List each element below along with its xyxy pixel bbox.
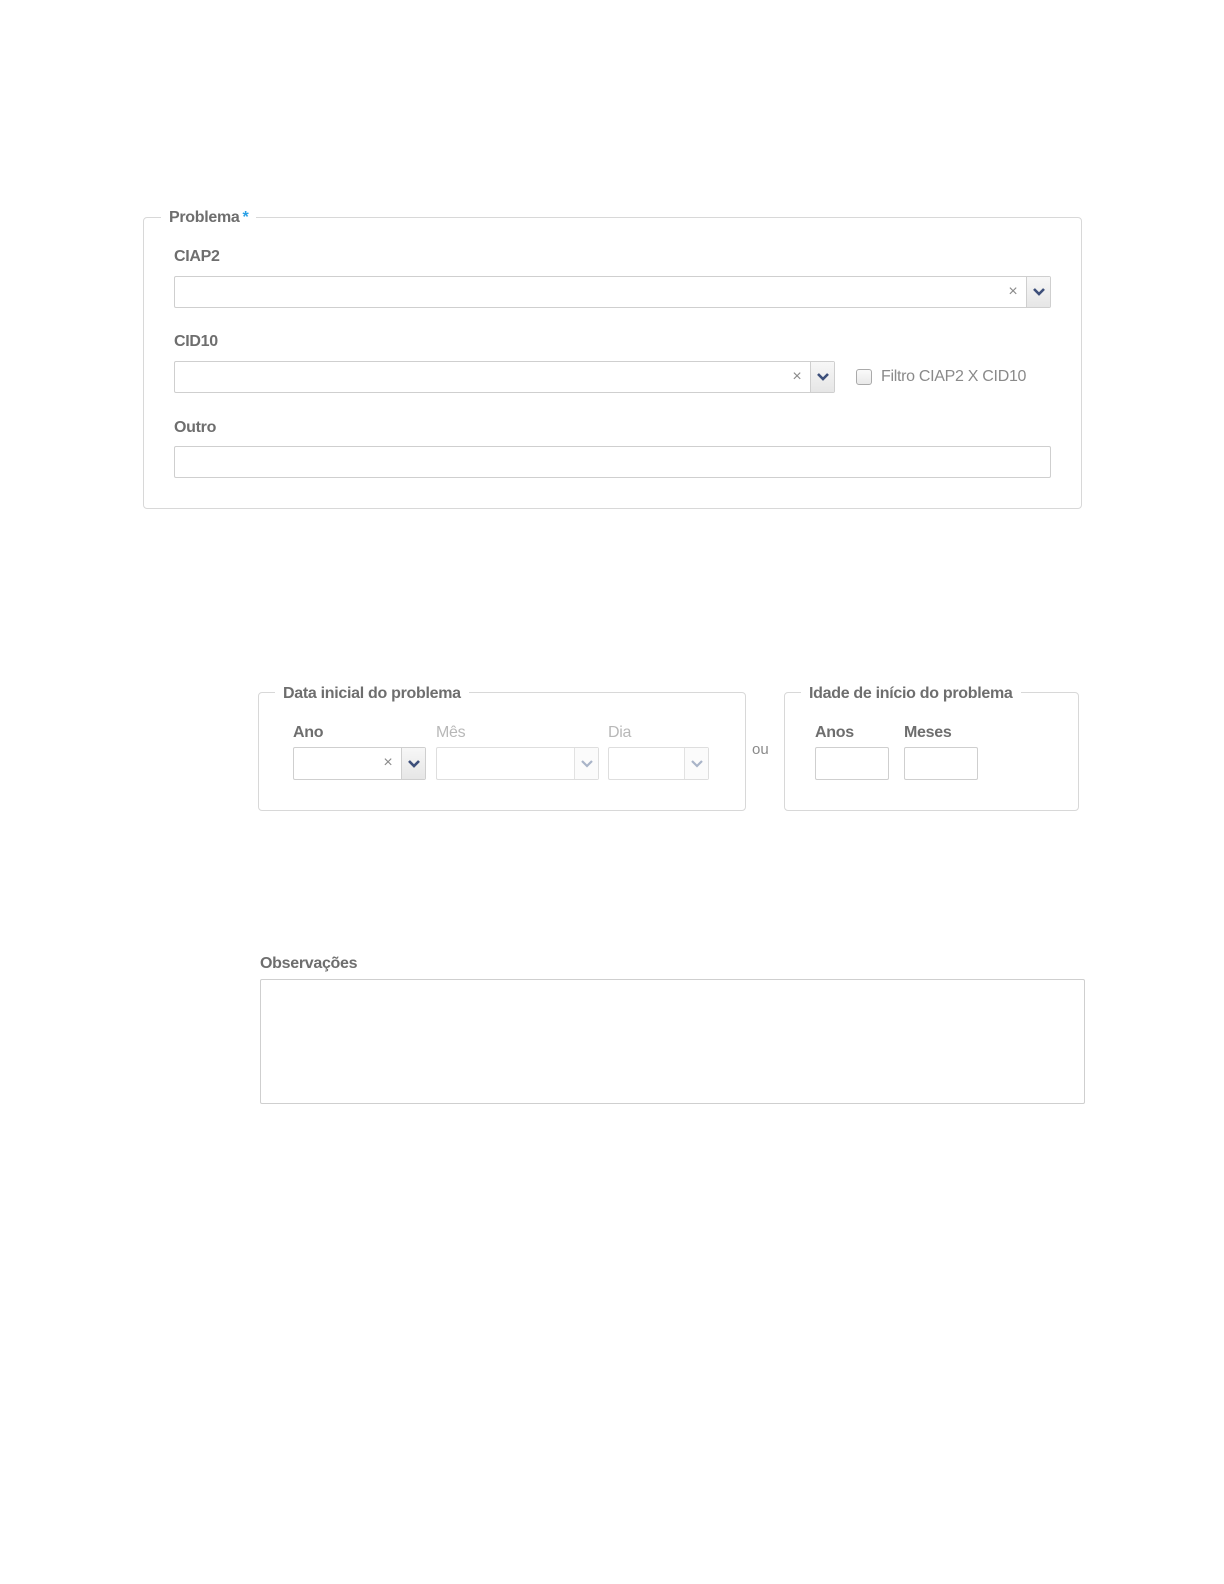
cid10-select[interactable] [174, 361, 835, 393]
ou-separator: ou [752, 741, 769, 758]
ciap2-label: CIAP2 [174, 248, 220, 265]
chevron-down-icon[interactable] [574, 748, 598, 779]
outro-label: Outro [174, 419, 217, 436]
meses-label: Meses [904, 724, 952, 741]
dia-select[interactable] [608, 747, 709, 780]
problema-legend-text: Problema [169, 209, 240, 226]
filtro-ciap2-cid10-label[interactable]: Filtro CIAP2 X CID10 [881, 368, 1027, 385]
chevron-down-icon[interactable] [401, 748, 425, 779]
chevron-down-icon[interactable] [810, 362, 834, 392]
problema-legend [161, 208, 256, 228]
chevron-down-icon[interactable] [684, 748, 708, 779]
data-inicial-legend: Data inicial do problema [275, 684, 469, 704]
ciap2-select[interactable] [174, 276, 1051, 308]
observacoes-label: Observações [260, 955, 358, 972]
outro-input[interactable] [174, 446, 1051, 478]
observacoes-textarea[interactable] [260, 979, 1085, 1104]
close-icon[interactable]: × [1008, 283, 1018, 300]
anos-label: Anos [815, 724, 854, 741]
required-asterisk: * [242, 209, 249, 226]
ano-select[interactable] [293, 747, 426, 780]
dia-label: Dia [608, 724, 632, 741]
anos-input[interactable] [815, 747, 889, 780]
close-icon[interactable]: × [383, 754, 393, 771]
idade-inicio-legend: Idade de início do problema [801, 684, 1021, 704]
mes-select[interactable] [436, 747, 599, 780]
close-icon[interactable]: × [792, 368, 802, 385]
filtro-ciap2-cid10-checkbox[interactable] [856, 369, 872, 385]
chevron-down-icon[interactable] [1026, 277, 1050, 307]
meses-input[interactable] [904, 747, 978, 780]
ano-label: Ano [293, 724, 324, 741]
cid10-label: CID10 [174, 333, 218, 350]
mes-label: Mês [436, 724, 466, 741]
